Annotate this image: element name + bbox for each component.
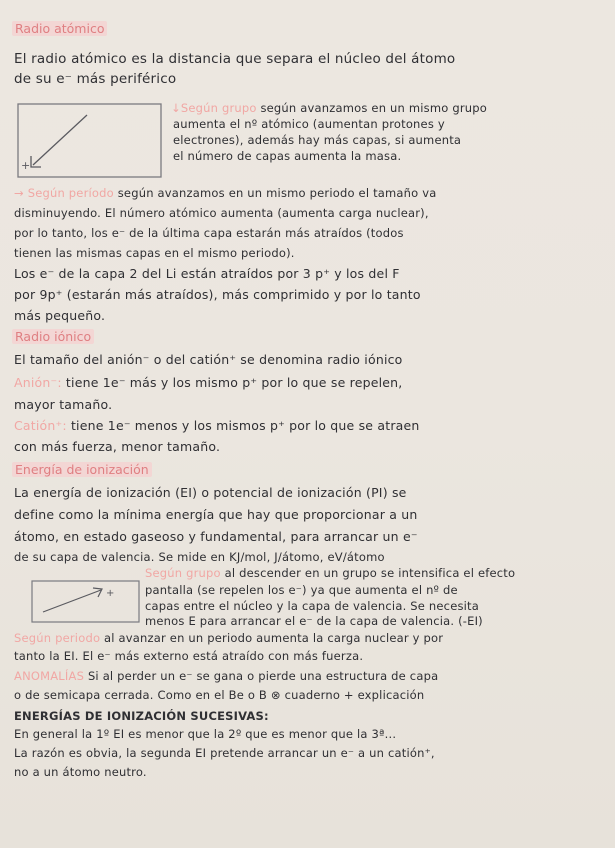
atomic-radius-trend-diagram bbox=[17, 103, 163, 179]
successive-energies-line-1: En general la 1º EI es menor que la 2º que es menor que la 3ª... bbox=[14, 727, 397, 741]
successive-energies-line-3: no a un átomo neutro. bbox=[14, 765, 147, 779]
anomalies-line-2: o de semicapa cerrada. Como en el Be o B ⊗ cuaderno + explicación bbox=[14, 688, 425, 702]
ionization-definition-line-3: átomo, en estado gaseoso y fundamental, para arrancar un e⁻ bbox=[14, 529, 418, 544]
ionization-period-label: Según periodo bbox=[14, 631, 101, 645]
ionization-group-line-4: menos E para arrancar el e⁻ de la capa de valencia. (-EI) bbox=[145, 614, 483, 628]
atomic-radius-group-line-1: ↓Según grupo según avanzamos en un mismo grupo bbox=[171, 101, 488, 115]
atomic-radius-group-line-3: electrones), además hay más capas, si aumenta bbox=[173, 133, 462, 147]
diagram-plus-label: + bbox=[106, 588, 115, 599]
atomic-radius-group-line-4: el número de capas aumenta la masa. bbox=[173, 149, 402, 163]
ionization-period-line-1: Según periodo al avanzar en un periodo aumenta la carga nuclear y por bbox=[14, 631, 444, 645]
atomic-radius-group-line-2: aumenta el nº atómico (aumentan protones y bbox=[173, 117, 445, 131]
diagram-arrow-line bbox=[43, 590, 101, 612]
atomic-radius-group-label: ↓Según grupo bbox=[171, 101, 257, 115]
ionization-group-line-1: Según grupo al descender en un grupo se intensifica el efecto bbox=[145, 566, 516, 580]
cation-line-1: Catión⁺: tiene 1e⁻ menos y los mismos p⁺ por lo que se atraen bbox=[14, 418, 420, 433]
ionization-trend-diagram bbox=[31, 580, 141, 624]
atomic-radius-period-line-6: por 9p⁺ (estarán más atraídos), más comprimido y por lo tanto bbox=[14, 287, 421, 302]
section-heading-atomic-radius: Radio atómico bbox=[12, 21, 107, 36]
diagram-plus-label: + bbox=[21, 159, 31, 172]
anomalies-line-1: ANOMALÍAS Si al perder un e⁻ se gana o pierde una estructura de capa bbox=[14, 669, 439, 683]
atomic-radius-period-label: → Según período bbox=[14, 186, 114, 200]
atomic-radius-period-line-2: disminuyendo. El número atómico aumenta (aumenta carga nuclear), bbox=[14, 206, 429, 220]
ionization-group-line-3: capas entre el núcleo y la capa de valencia. Se necesita bbox=[145, 599, 480, 613]
successive-energies-title: ENERGÍAS DE IONIZACIÓN SUCESIVAS: bbox=[14, 709, 269, 723]
atomic-radius-period-line-1: → Según período según avanzamos en un mismo periodo el tamaño va bbox=[14, 186, 437, 200]
anomalies-label: ANOMALÍAS bbox=[14, 669, 85, 683]
atomic-radius-definition-line-2: de su e⁻ más periférico bbox=[14, 71, 177, 87]
section-heading-ionization-energy: Energía de ionización bbox=[12, 462, 152, 477]
ionization-definition-line-2: define como la mínima energía que hay que proporcionar a un bbox=[14, 507, 418, 522]
ionization-definition-line-1: La energía de ionización (EI) o potencial de ionización (PI) se bbox=[14, 485, 407, 500]
cation-label: Catión⁺: bbox=[14, 418, 67, 433]
anion-line-2: mayor tamaño. bbox=[14, 397, 113, 412]
atomic-radius-period-line-3: por lo tanto, los e⁻ de la última capa estarán más atraídos (todos bbox=[14, 226, 404, 240]
anion-line-1: Anión⁻: tiene 1e⁻ más y los mismo p⁺ por lo que se repelen, bbox=[14, 375, 403, 390]
atomic-radius-period-line-5: Los e⁻ de la capa 2 del Li están atraídos por 3 p⁺ y los del F bbox=[14, 266, 400, 281]
anion-label: Anión⁻: bbox=[14, 375, 62, 390]
ionization-definition-line-4: de su capa de valencia. Se mide en KJ/mol, J/átomo, eV/átomo bbox=[14, 550, 385, 564]
diagram-frame bbox=[32, 581, 139, 622]
atomic-radius-definition-line-1: El radio atómico es la distancia que separa el núcleo del átomo bbox=[14, 51, 456, 67]
ionization-group-label: Según grupo bbox=[145, 566, 221, 580]
successive-energies-line-2: La razón es obvia, la segunda EI pretende arrancar un e⁻ a un catión⁺, bbox=[14, 746, 435, 760]
atomic-radius-period-line-7: más pequeño. bbox=[14, 308, 106, 323]
ionization-period-line-2: tanto la EI. El e⁻ más externo está atraído con más fuerza. bbox=[14, 649, 364, 663]
section-heading-ionic-radius: Radio iónico bbox=[12, 329, 94, 344]
diagram-arrow-line bbox=[33, 115, 87, 165]
ionization-group-line-2: pantalla (se repelen los e⁻) ya que aumenta el nº de bbox=[145, 583, 458, 597]
atomic-radius-period-line-4: tienen las mismas capas en el mismo periodo). bbox=[14, 246, 295, 260]
diagram-frame bbox=[18, 104, 161, 177]
cation-line-2: con más fuerza, menor tamaño. bbox=[14, 439, 221, 454]
ionic-radius-definition: El tamaño del anión⁻ o del catión⁺ se denomina radio iónico bbox=[14, 352, 403, 367]
